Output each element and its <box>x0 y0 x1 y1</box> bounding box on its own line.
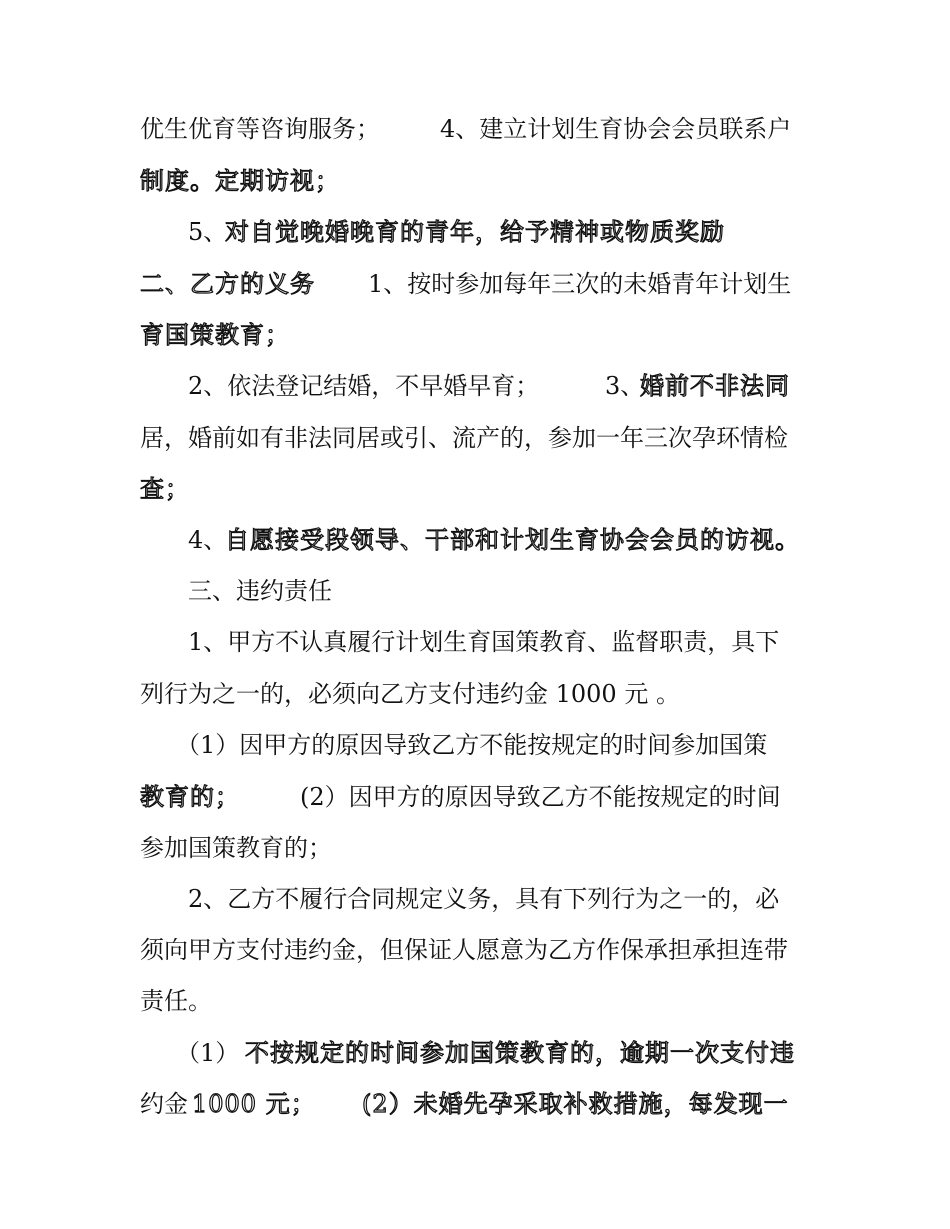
doc-line-2 <box>0 159 950 203</box>
text-segment: (2）因甲方的原因导致乙方不能按规定的时间 <box>300 783 781 811</box>
text-segment: 居，婚前如有非法同居或引、流产的，参加一年三次孕环情检 <box>140 424 788 452</box>
doc-line-5 <box>0 313 950 357</box>
doc-line-4 <box>0 262 950 306</box>
doc-line-19 <box>0 1031 950 1075</box>
text-segment: 2、依法登记结婚，不早婚早育； <box>188 372 540 400</box>
text-segment-outlined: 对自觉晚婚晚育的青年，给予精神或物质奖励 <box>225 218 725 246</box>
text-segment-outlined: 查； <box>140 475 190 503</box>
doc-line-7 <box>0 416 950 460</box>
text-segment: 优生优育等咨询服务； <box>140 115 380 143</box>
text-segment: 责任。 <box>140 987 212 1015</box>
doc-line-17 <box>0 928 950 972</box>
doc-line-12 <box>0 672 950 716</box>
text-segment: 2、乙方不履行合同规定义务，具有下列行为之一的，必 <box>188 885 780 913</box>
doc-line-10 <box>0 569 950 613</box>
doc-line-13 <box>0 723 950 767</box>
text-segment: 约金 <box>140 1090 188 1118</box>
doc-line-3 <box>0 210 950 254</box>
doc-line-8 <box>0 467 950 511</box>
doc-line-14 <box>0 775 950 819</box>
doc-line-16 <box>0 877 950 921</box>
text-segment-outlined: 自愿接受段领导、干部和计划生育协会会员的访视。 <box>225 526 800 554</box>
text-segment-outlined: 育国策教育； <box>140 321 290 349</box>
text-segment: 1、按时参加每年三次的未婚青年计划生 <box>368 270 792 298</box>
text-segment: （1）因甲方的原因导致乙方不能按规定的时间参加国策 <box>176 731 768 759</box>
text-segment-outlined: 二、乙方的义务 <box>140 270 315 298</box>
section-heading: 三、违约责任 <box>188 577 332 605</box>
text-segment: （1） <box>176 1039 240 1067</box>
doc-line-1 <box>0 107 950 151</box>
text-segment: 须向甲方支付违约金，但保证人愿意为乙方作保承担承担连带 <box>140 936 788 964</box>
text-segment: 5、 <box>188 218 228 246</box>
text-segment: 参加国策教育的； <box>140 834 332 862</box>
doc-line-6 <box>0 364 950 408</box>
doc-line-18 <box>0 979 950 1023</box>
text-segment-outlined: 婚前不非法同 <box>640 372 790 400</box>
text-segment: 4、建立计划生育协会会员联系户 <box>440 115 792 143</box>
text-segment-outlined: 1000 元； <box>192 1090 316 1118</box>
text-segment-outlined: 教育的； <box>140 783 240 811</box>
doc-line-20 <box>0 1082 950 1126</box>
doc-line-15 <box>0 826 950 870</box>
text-segment: 3、 <box>605 372 645 400</box>
text-segment-outlined: 制度。定期访视； <box>140 167 340 195</box>
text-segment: 列行为之一的，必须向乙方支付违约金 1000 元 。 <box>140 680 680 708</box>
text-segment-outlined: 不按规定的时间参加国策教育的，逾期一次支付违 <box>245 1039 795 1067</box>
text-segment: 1、甲方不认真履行计划生育国策教育、监督职责，具下 <box>188 628 780 656</box>
text-segment-outlined: (2）未婚先孕采取补救措施，每发现一 <box>362 1090 789 1118</box>
text-segment: 4、 <box>188 526 228 554</box>
doc-line-11 <box>0 620 950 664</box>
doc-line-9 <box>0 518 950 562</box>
